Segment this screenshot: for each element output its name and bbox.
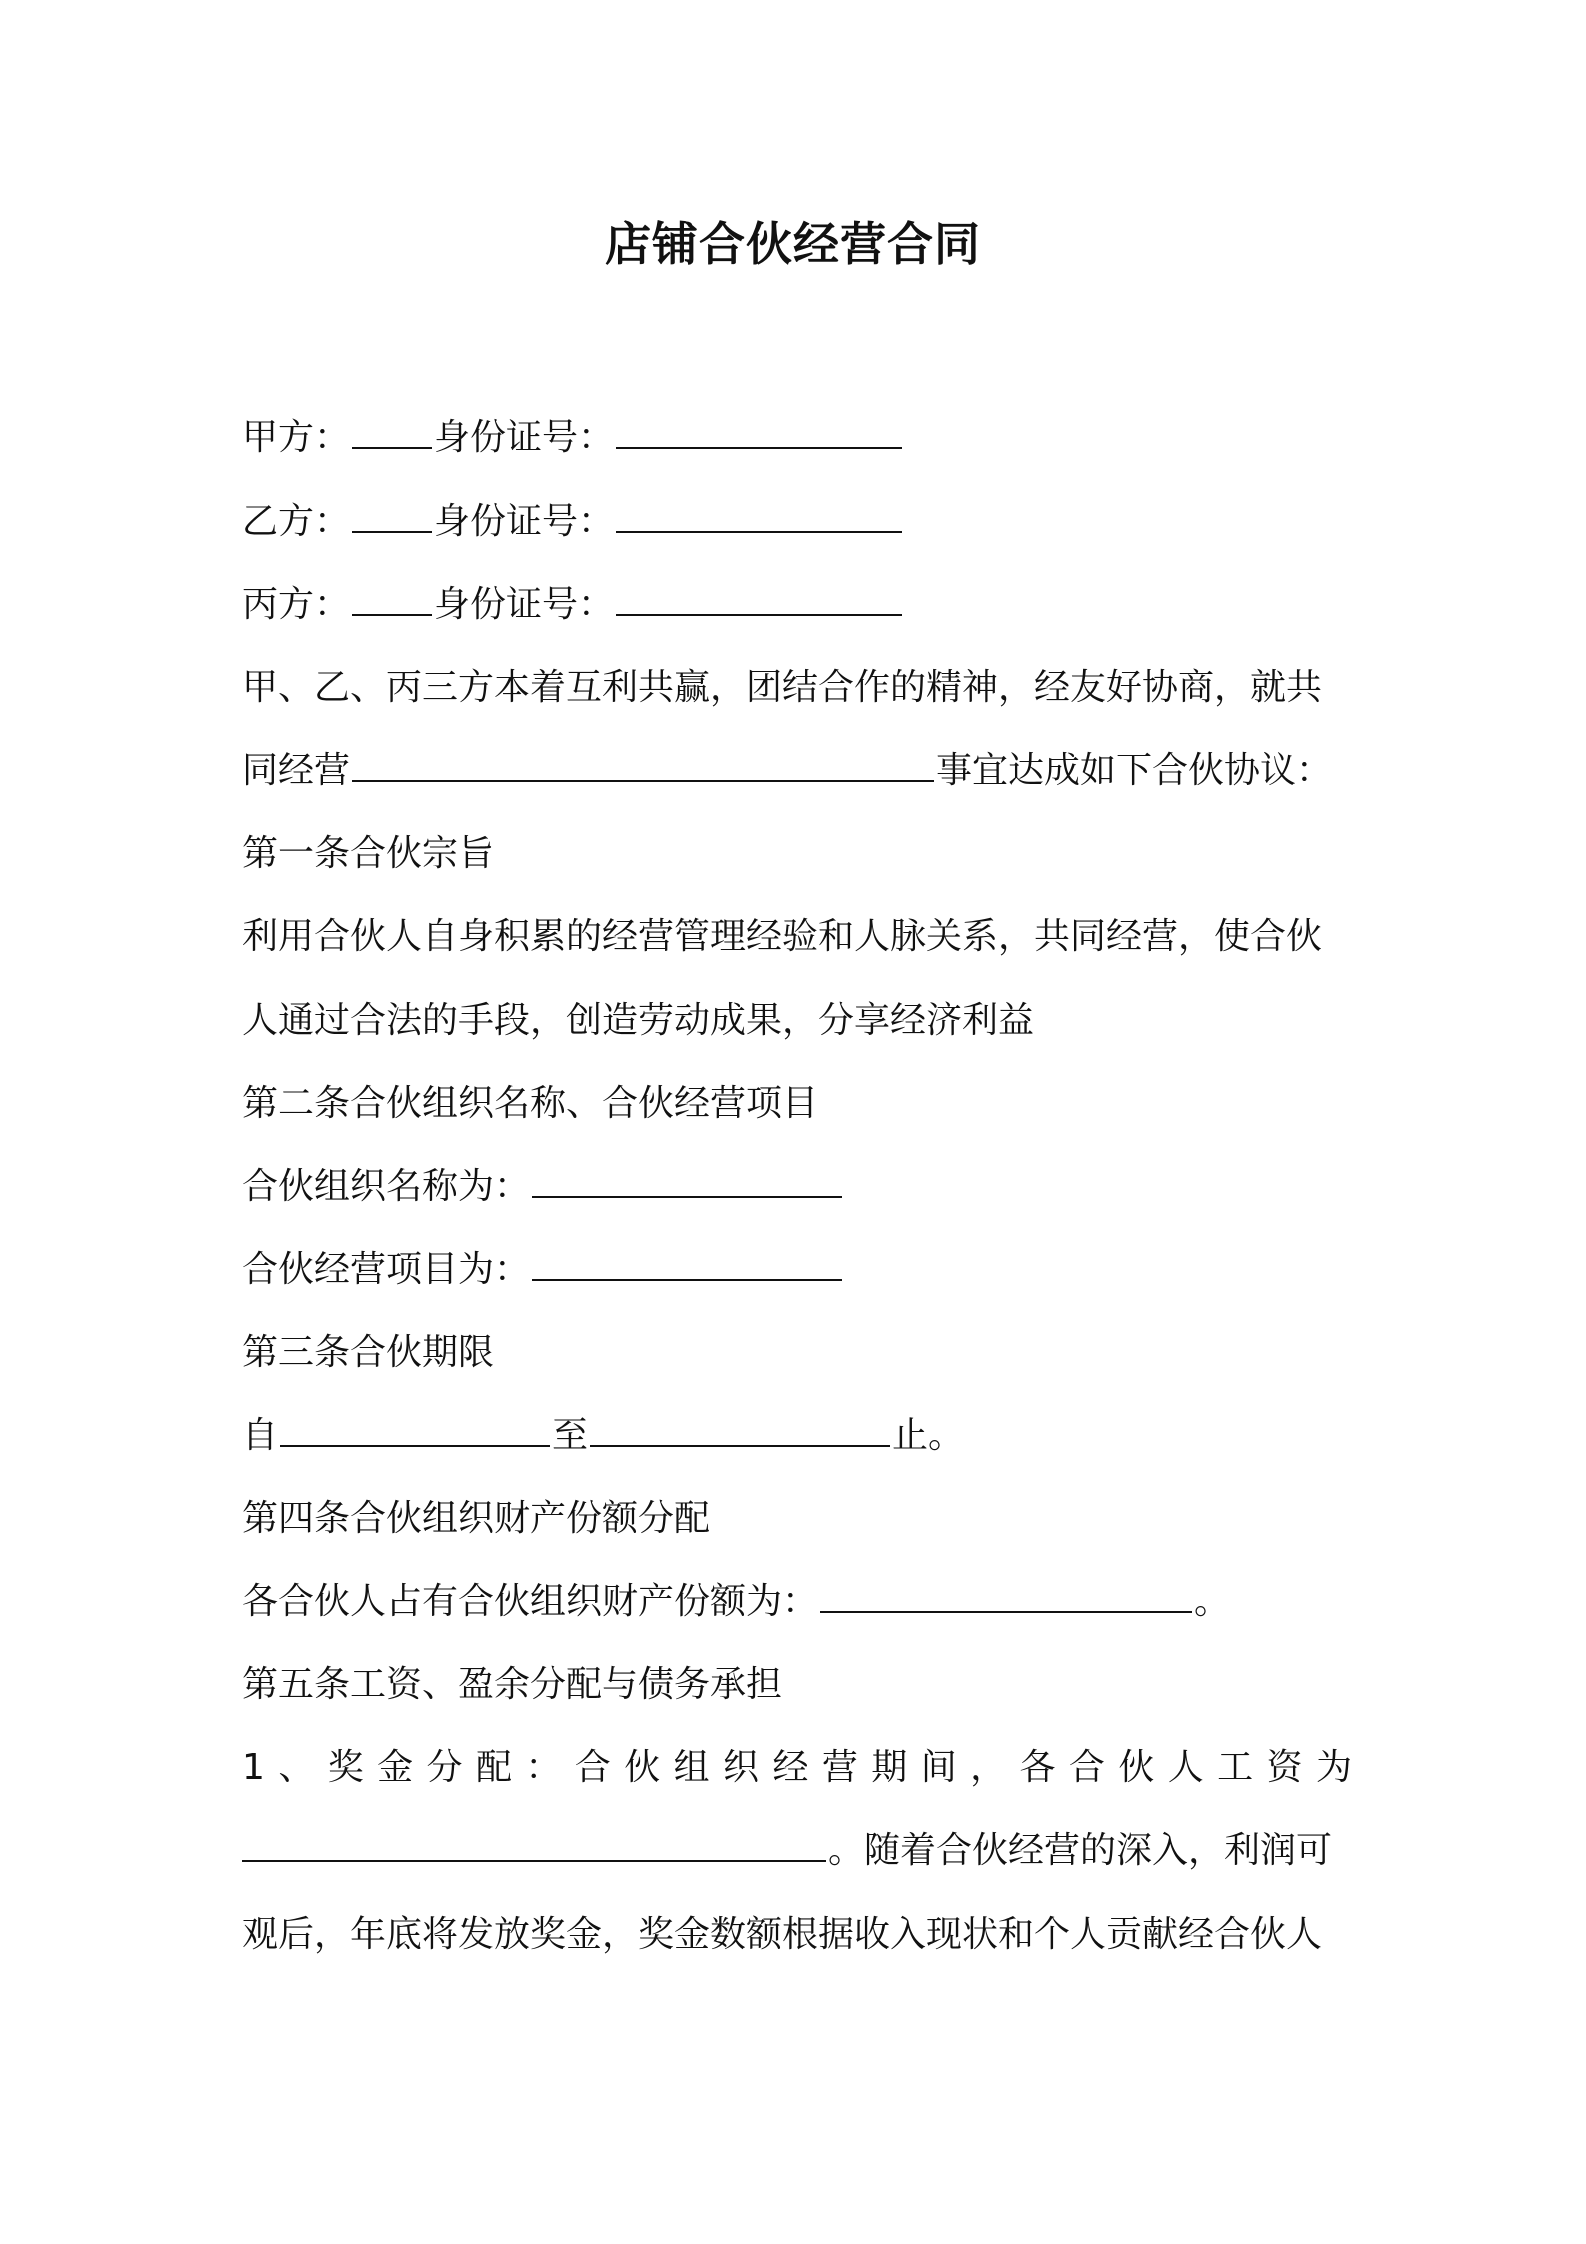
party-b-label: 乙方： [242, 501, 351, 542]
article-5-item-1-line-3: 观后，年底将发放奖金，奖金数额根据收入现状和个人贡献经合伙人 [242, 1914, 1323, 1955]
article-3-heading: 第三条合伙期限 [242, 1332, 495, 1373]
party-b-line [242, 497, 1352, 547]
article-4-heading: 第四条合伙组织财产份额分配 [242, 1498, 711, 1539]
party-a-line [242, 413, 1352, 463]
period-to-label: 至 [552, 1415, 589, 1456]
article-2-heading: 第二条合伙组织名称、合伙经营项目 [242, 1083, 819, 1124]
party-b-name-blank[interactable] [352, 497, 432, 533]
org-name-blank[interactable] [532, 1162, 842, 1198]
party-b-id-blank[interactable] [616, 497, 902, 533]
salary-suffix: 。随着合伙经营的深入，利润可 [828, 1830, 1333, 1871]
article-5-item-1-line-1: 1、奖金分配：合伙组织经营期间，各合伙人工资为 [242, 1747, 1352, 1788]
document-title: 店铺合伙经营合同 [605, 217, 981, 271]
salary-blank[interactable] [242, 1826, 826, 1862]
preamble-prefix: 同经营 [242, 750, 351, 791]
period-from-label: 自 [242, 1415, 279, 1456]
article-5-item-1-line-2 [242, 1826, 1352, 1876]
end-date-blank[interactable] [590, 1411, 890, 1447]
article-4-share-line [242, 1577, 1352, 1627]
business-blank[interactable] [352, 746, 934, 782]
project-blank[interactable] [532, 1245, 842, 1281]
share-end: 。 [1194, 1581, 1231, 1622]
article-2-project-line [242, 1245, 1352, 1295]
party-b-id-label: 身份证号： [434, 501, 615, 542]
party-c-name-blank[interactable] [352, 580, 432, 616]
party-a-id-blank[interactable] [616, 413, 902, 449]
party-c-id-blank[interactable] [616, 580, 902, 616]
preamble-line-1: 甲、乙、丙三方本着互利共赢，团结合作的精神，经友好协商，就共 [242, 667, 1323, 708]
org-name-label: 合伙组织名称为： [242, 1166, 531, 1207]
party-c-line [242, 580, 1352, 630]
article-1-line-1: 利用合伙人自身积累的经营管理经验和人脉关系，共同经营，使合伙 [242, 916, 1323, 957]
article-3-period-line [242, 1411, 1352, 1461]
party-c-label: 丙方： [242, 584, 351, 625]
party-a-id-label: 身份证号： [434, 417, 615, 458]
start-date-blank[interactable] [280, 1411, 550, 1447]
article-1-line-2: 人通过合法的手段，创造劳动成果，分享经济利益 [242, 1000, 1035, 1041]
share-label: 各合伙人占有合伙组织财产份额为： [242, 1581, 819, 1622]
preamble-suffix: 事宜达成如下合伙协议： [936, 750, 1333, 791]
party-a-name-blank[interactable] [352, 413, 432, 449]
party-a-label: 甲方： [242, 417, 351, 458]
share-blank[interactable] [820, 1577, 1192, 1613]
article-2-name-line [242, 1162, 1352, 1212]
article-1-heading: 第一条合伙宗旨 [242, 833, 495, 874]
preamble-line-2 [242, 746, 1352, 796]
project-label: 合伙经营项目为： [242, 1249, 531, 1290]
party-c-id-label: 身份证号： [434, 584, 615, 625]
period-end-label: 止。 [892, 1415, 965, 1456]
article-5-heading: 第五条工资、盈余分配与债务承担 [242, 1664, 783, 1705]
